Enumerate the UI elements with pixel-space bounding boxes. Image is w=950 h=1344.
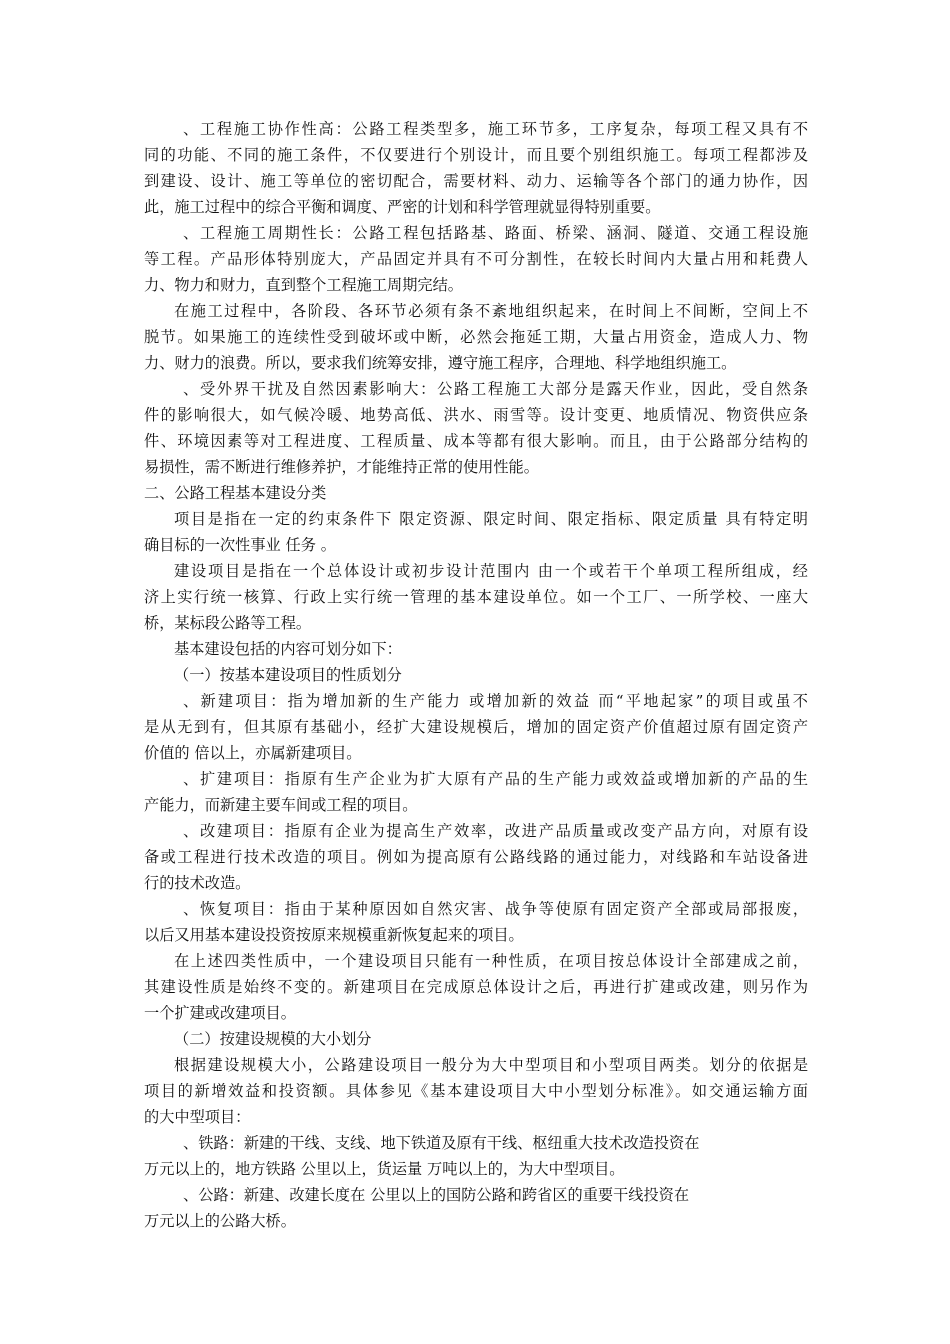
text-line: 桥，某标段公路等工程。 <box>144 614 312 632</box>
text-line: 备或工程进行技术改造的项目。例如为提高原有公路线路的通过能力，对线路和车站设备进 <box>144 848 808 866</box>
text-line: 价值的 倍以上，亦属新建项目。 <box>144 744 362 762</box>
text-line: 力、物力和财力，直到整个工程施工周期完结。 <box>144 276 463 294</box>
text-line: 是从无到有，但其原有基础小，经扩大建设规模后，增加的固定资产价值超过原有固定资产 <box>144 718 808 736</box>
text-line: 其建设性质是始终不变的。新建项目在完成原总体设计之后，再进行扩建或改建，则另作为 <box>144 978 808 996</box>
subsection-heading: （二）按建设规模的大小划分 <box>174 1030 372 1048</box>
text-line: 、新建项目：指为增加新的生产能力 或增加新的效益 而“平地起家”的项目或虽不 <box>183 692 808 710</box>
text-line: 的大中型项目： <box>144 1108 251 1126</box>
text-line: 一个扩建或改建项目。 <box>144 1004 296 1022</box>
text-line: 建设项目是指在一个总体设计或初步设计范围内 由一个或若干个单项工程所组成，经 <box>174 562 808 580</box>
text-line: 项目是指在一定的约束条件下 限定资源、限定时间、限定指标、限定质量 具有特定明 <box>174 510 808 528</box>
text-line: 行的技术改造。 <box>144 874 251 892</box>
text-line: 、铁路：新建的干线、支线、地下铁道及原有干线、枢纽重大技术改造投资在 <box>183 1134 700 1152</box>
text-line: 、恢复项目：指由于某种原因如自然灾害、战争等使原有固定资产全部或局部报废， <box>183 900 808 918</box>
text-line: 此，施工过程中的综合平衡和调度、严密的计划和科学管理就显得特别重要。 <box>144 198 661 216</box>
text-line: 根据建设规模大小，公路建设项目一般分为大中型项目和小型项目两类。划分的依据是 <box>174 1056 808 1074</box>
subsection-heading: （一）按基本建设项目的性质划分 <box>174 666 402 684</box>
text-line: 确目标的一次性事业 任务 。 <box>144 536 336 554</box>
text-line: 等工程。产品形体特别庞大，产品固定并具有不可分割性，在较长时间内大量占用和耗费人 <box>144 250 808 268</box>
text-line: 在施工过程中，各阶段、各环节必须有条不紊地组织起来，在时间上不间断，空间上不 <box>174 302 808 320</box>
text-line: 同的功能、不同的施工条件，不仅要进行个别设计，而且要个别组织施工。每项工程都涉及 <box>144 146 808 164</box>
text-line: 万元以上的公路大桥。 <box>144 1212 296 1230</box>
text-line: 、工程施工协作性高：公路工程类型多，施工环节多，工序复杂，每项工程又具有不 <box>183 120 808 138</box>
text-line: 易损性，需不断进行维修养护，才能维持正常的使用性能。 <box>144 458 539 476</box>
text-line: 、受外界干扰及自然因素影响大：公路工程施工大部分是露天作业，因此，受自然条 <box>183 380 808 398</box>
text-line: 在上述四类性质中，一个建设项目只能有一种性质，在项目按总体设计全部建成之前， <box>174 952 808 970</box>
text-line: 力、财力的浪费。所以，要求我们统筹安排，遵守施工程序，合理地、科学地组织施工。 <box>144 354 737 372</box>
text-line: 济上实行统一核算、行政上实行统一管理的基本建设单位。如一个工厂、一所学校、一座大 <box>144 588 808 606</box>
text-line: 件、环境因素等对工程进度、工程质量、成本等都有很大影响。而且，由于公路部分结构的 <box>144 432 808 450</box>
text-line: 到建设、设计、施工等单位的密切配合，需要材料、动力、运输等各个部门的通力协作，因 <box>144 172 808 190</box>
text-line: 件的影响很大，如气候冷暖、地势高低、洪水、雨雪等。设计变更、地质情况、物资供应条 <box>144 406 808 424</box>
text-line: 、工程施工周期性长：公路工程包括路基、路面、桥梁、涵洞、隧道、交通工程设施 <box>183 224 808 242</box>
text-line: 、改建项目：指原有企业为提高生产效率，改进产品质量或改变产品方向，对原有设 <box>183 822 808 840</box>
text-line: 、扩建项目：指原有生产企业为扩大原有产品的生产能力或效益或增加新的产品的生 <box>183 770 808 788</box>
text-line: 产能力，而新建主要车间或工程的项目。 <box>144 796 418 814</box>
text-line: 脱节。如果施工的连续性受到破坏或中断，必然会拖延工期，大量占用资金，造成人力、物 <box>144 328 808 346</box>
text-line: 项目的新增效益和投资额。具体参见《基本建设项目大中小型划分标准》。如交通运输方面 <box>144 1082 808 1100</box>
text-line: 以后又用基本建设投资按原来规模重新恢复起来的项目。 <box>144 926 524 944</box>
text-line: 万元以上的，地方铁路 公里以上，货运量 万吨以上的，为大中型项目。 <box>144 1160 625 1178</box>
text-line: 、公路：新建、改建长度在 公里以上的国防公路和跨省区的重要干线投资在 <box>183 1186 690 1204</box>
text-line: 基本建设包括的内容可划分如下： <box>174 640 402 658</box>
section-heading: 二、公路工程基本建设分类 <box>144 484 327 502</box>
